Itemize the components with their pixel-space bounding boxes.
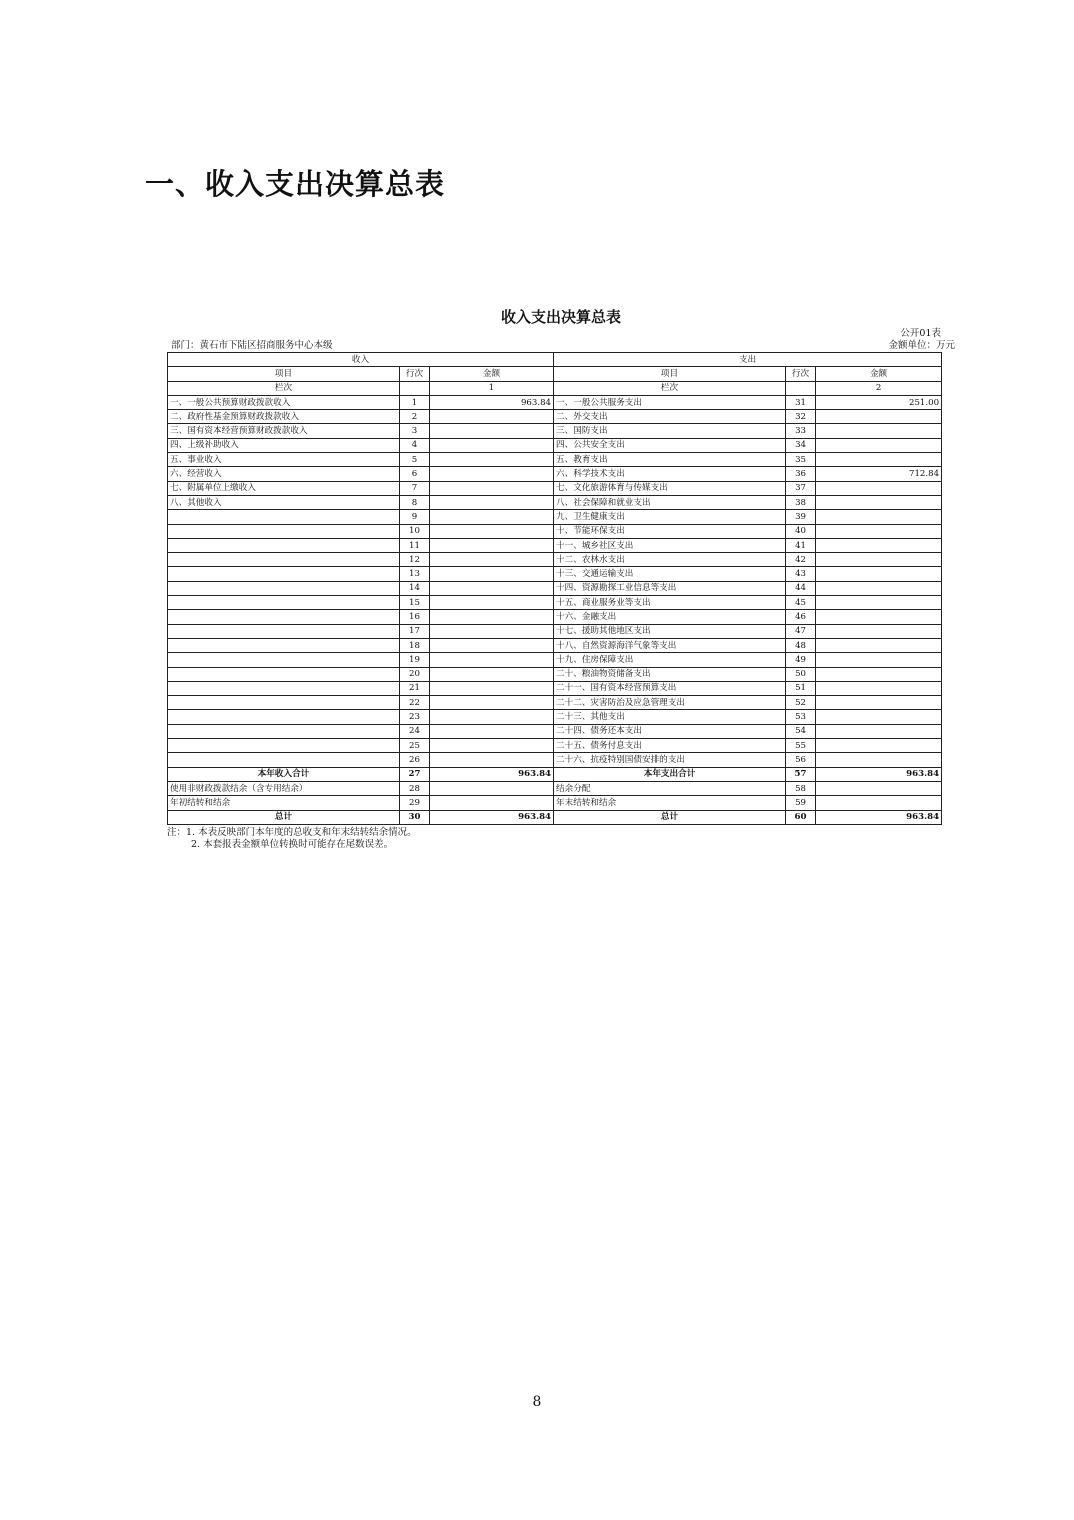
table-row <box>168 810 942 824</box>
income-line-no: 7 <box>400 481 430 495</box>
expense-item: 本年支出合计 <box>554 767 786 781</box>
income-item: 使用非财政拨款结余（含专用结余） <box>168 781 400 795</box>
table-row <box>168 710 942 724</box>
income-item <box>168 667 400 681</box>
expense-line-no: 53 <box>786 710 816 724</box>
income-col-amount: 金额 <box>430 367 554 381</box>
expense-amount <box>816 610 942 624</box>
expense-amount <box>816 710 942 724</box>
income-item <box>168 567 400 581</box>
page-number: 8 <box>532 1394 542 1410</box>
expense-item: 十四、资源勘探工业信息等支出 <box>554 581 786 595</box>
table-row <box>168 739 942 753</box>
income-amount <box>430 467 554 481</box>
income-amount <box>430 481 554 495</box>
table-row <box>168 581 942 595</box>
table-row <box>168 510 942 524</box>
expense-item: 二十六、抗疫特别国债安排的支出 <box>554 753 786 767</box>
table-row <box>168 681 942 695</box>
income-line-no: 30 <box>400 810 430 824</box>
income-amount: 963.84 <box>430 810 554 824</box>
table-row <box>168 538 942 552</box>
expense-item: 十、节能环保支出 <box>554 524 786 538</box>
income-line-no: 4 <box>400 438 430 452</box>
expense-item: 十九、住房保障支出 <box>554 653 786 667</box>
expense-amount <box>816 638 942 652</box>
expense-amount <box>816 495 942 509</box>
income-line-no: 2 <box>400 410 430 424</box>
income-item <box>168 696 400 710</box>
expense-amount <box>816 796 942 810</box>
expense-item: 三、国防支出 <box>554 424 786 438</box>
income-line-no: 9 <box>400 510 430 524</box>
table-row <box>168 781 942 795</box>
expense-col-item: 项目 <box>554 367 786 381</box>
expense-line-no: 42 <box>786 553 816 567</box>
expense-amount <box>816 510 942 524</box>
income-item: 一、一般公共预算财政拨款收入 <box>168 395 400 409</box>
expense-item: 十七、援助其他地区支出 <box>554 624 786 638</box>
income-amount <box>430 796 554 810</box>
report <box>167 306 955 851</box>
section-heading: 一、收入支出决算总表 <box>145 167 446 201</box>
income-item <box>168 624 400 638</box>
income-line-no: 20 <box>400 667 430 681</box>
income-item <box>168 710 400 724</box>
expense-header: 支出 <box>554 353 942 367</box>
income-item <box>168 510 400 524</box>
expense-amount <box>816 624 942 638</box>
expense-col-amount: 金额 <box>816 367 942 381</box>
income-item: 本年收入合计 <box>168 767 400 781</box>
table-row <box>168 438 942 452</box>
table-row <box>168 395 942 409</box>
income-line-no: 10 <box>400 524 430 538</box>
expense-item: 结余分配 <box>554 781 786 795</box>
expense-amount: 712.84 <box>816 467 942 481</box>
expense-amount <box>816 481 942 495</box>
expense-amount <box>816 653 942 667</box>
income-amount <box>430 653 554 667</box>
table-row <box>168 753 942 767</box>
expense-line-no: 39 <box>786 510 816 524</box>
note-2: 2. 本套报表金额单位转换时可能存在尾数误差。 <box>191 838 394 850</box>
income-amount <box>430 610 554 624</box>
expense-line-no: 58 <box>786 781 816 795</box>
income-line-no: 5 <box>400 453 430 467</box>
expense-line-no: 50 <box>786 667 816 681</box>
income-item: 年初结转和结余 <box>168 796 400 810</box>
income-line-no: 21 <box>400 681 430 695</box>
income-col-item: 项目 <box>168 367 400 381</box>
table-row <box>168 481 942 495</box>
expense-item: 二十二、灾害防治及应急管理支出 <box>554 696 786 710</box>
unit-label: 金额单位：万元 <box>888 340 955 351</box>
expense-line-no: 46 <box>786 610 816 624</box>
income-item <box>168 753 400 767</box>
expense-line-no: 36 <box>786 467 816 481</box>
expense-item: 七、文化旅游体育与传媒支出 <box>554 481 786 495</box>
expense-item: 十二、农林水支出 <box>554 553 786 567</box>
expense-line-no: 51 <box>786 681 816 695</box>
income-col-line: 行次 <box>400 367 430 381</box>
income-item <box>168 739 400 753</box>
expense-item: 二十四、债务还本支出 <box>554 724 786 738</box>
expense-line-no: 32 <box>786 410 816 424</box>
expense-line-no: 37 <box>786 481 816 495</box>
income-item <box>168 581 400 595</box>
table-row <box>168 767 942 781</box>
income-line-no: 3 <box>400 424 430 438</box>
budget-table <box>167 352 942 825</box>
expense-item: 二十三、其他支出 <box>554 710 786 724</box>
income-amount <box>430 438 554 452</box>
income-line-no: 28 <box>400 781 430 795</box>
income-amount <box>430 553 554 567</box>
table-row <box>168 610 942 624</box>
expense-item: 十三、交通运输支出 <box>554 567 786 581</box>
expense-amount <box>816 696 942 710</box>
expense-amount <box>816 410 942 424</box>
table-row <box>168 724 942 738</box>
report-title: 收入支出决算总表 <box>500 308 621 326</box>
income-item: 五、事业收入 <box>168 453 400 467</box>
expense-col-no: 2 <box>816 381 942 395</box>
expense-item: 一、一般公共服务支出 <box>554 395 786 409</box>
expense-line-no: 34 <box>786 438 816 452</box>
expense-line-no: 43 <box>786 567 816 581</box>
income-item <box>168 638 400 652</box>
table-row <box>168 424 942 438</box>
expense-item: 二十五、债务付息支出 <box>554 739 786 753</box>
income-amount <box>430 453 554 467</box>
expense-amount: 251.00 <box>816 395 942 409</box>
table-row <box>168 567 942 581</box>
income-line-no: 23 <box>400 710 430 724</box>
income-line-no: 25 <box>400 739 430 753</box>
income-header: 收入 <box>168 353 554 367</box>
table-row <box>168 467 942 481</box>
income-amount <box>430 739 554 753</box>
expense-line-no: 47 <box>786 624 816 638</box>
income-amount <box>430 781 554 795</box>
expense-item: 六、科学技术支出 <box>554 467 786 481</box>
income-amount <box>430 524 554 538</box>
expense-amount <box>816 681 942 695</box>
expense-line-no: 35 <box>786 453 816 467</box>
expense-item: 八、社会保障和就业支出 <box>554 495 786 509</box>
notes <box>167 827 955 851</box>
expense-line-no: 52 <box>786 696 816 710</box>
expense-item: 总计 <box>554 810 786 824</box>
expense-amount <box>816 567 942 581</box>
expense-line-no: 55 <box>786 739 816 753</box>
expense-item: 四、公共安全支出 <box>554 438 786 452</box>
income-amount <box>430 667 554 681</box>
income-amount <box>430 538 554 552</box>
expense-item: 二十一、国有资本经营预算支出 <box>554 681 786 695</box>
expense-line-no: 38 <box>786 495 816 509</box>
table-row <box>168 596 942 610</box>
expense-amount <box>816 753 942 767</box>
income-line-no: 8 <box>400 495 430 509</box>
table-row <box>168 453 942 467</box>
income-item <box>168 538 400 552</box>
expense-item: 年末结转和结余 <box>554 796 786 810</box>
income-item <box>168 553 400 567</box>
expense-line-no: 41 <box>786 538 816 552</box>
table-row <box>168 796 942 810</box>
income-lanci-line <box>400 381 430 395</box>
income-line-no: 19 <box>400 653 430 667</box>
income-item: 八、其他收入 <box>168 495 400 509</box>
income-item: 三、国有资本经营预算财政拨款收入 <box>168 424 400 438</box>
expense-item: 五、教育支出 <box>554 453 786 467</box>
expense-amount <box>816 524 942 538</box>
income-line-no: 1 <box>400 395 430 409</box>
income-line-no: 16 <box>400 610 430 624</box>
expense-item: 十六、金融支出 <box>554 610 786 624</box>
income-line-no: 22 <box>400 696 430 710</box>
income-item: 二、政府性基金预算财政拨款收入 <box>168 410 400 424</box>
expense-line-no: 31 <box>786 395 816 409</box>
income-line-no: 29 <box>400 796 430 810</box>
expense-line-no: 60 <box>786 810 816 824</box>
table-row <box>168 696 942 710</box>
expense-line-no: 48 <box>786 638 816 652</box>
income-line-no: 11 <box>400 538 430 552</box>
expense-line-no: 56 <box>786 753 816 767</box>
note-1: 注：1. 本表反映部门本年度的总收支和年末结转结余情况。 <box>167 826 417 838</box>
income-item: 四、上级补助收入 <box>168 438 400 452</box>
income-amount <box>430 696 554 710</box>
income-amount <box>430 710 554 724</box>
income-line-no: 17 <box>400 624 430 638</box>
table-row <box>168 524 942 538</box>
income-amount <box>430 567 554 581</box>
expense-amount <box>816 667 942 681</box>
expense-amount <box>816 739 942 753</box>
income-amount: 963.84 <box>430 767 554 781</box>
income-amount <box>430 410 554 424</box>
expense-item: 九、卫生健康支出 <box>554 510 786 524</box>
expense-item: 十一、城乡社区支出 <box>554 538 786 552</box>
expense-line-no: 54 <box>786 724 816 738</box>
income-amount <box>430 510 554 524</box>
expense-item: 二十、粮油物资储备支出 <box>554 667 786 681</box>
table-row <box>168 667 942 681</box>
header-row-columns <box>168 367 942 381</box>
header-row-group <box>168 353 942 367</box>
income-line-no: 18 <box>400 638 430 652</box>
expense-line-no: 44 <box>786 581 816 595</box>
income-amount <box>430 495 554 509</box>
table-row <box>168 624 942 638</box>
expense-amount <box>816 453 942 467</box>
expense-line-no: 45 <box>786 596 816 610</box>
income-item <box>168 681 400 695</box>
expense-amount <box>816 581 942 595</box>
income-amount <box>430 638 554 652</box>
income-item <box>168 724 400 738</box>
income-line-no: 6 <box>400 467 430 481</box>
expense-amount <box>816 596 942 610</box>
department-label: 部门：黄石市下陆区招商服务中心本级 <box>171 340 333 351</box>
header-row-lanci <box>168 381 942 395</box>
income-amount: 963.84 <box>430 395 554 409</box>
expense-item: 十八、自然资源海洋气象等支出 <box>554 638 786 652</box>
income-item <box>168 610 400 624</box>
income-amount <box>430 581 554 595</box>
income-item: 总计 <box>168 810 400 824</box>
table-row <box>168 638 942 652</box>
income-item: 七、附属单位上缴收入 <box>168 481 400 495</box>
table-row <box>168 495 942 509</box>
expense-line-no: 57 <box>786 767 816 781</box>
income-amount <box>430 681 554 695</box>
expense-amount <box>816 781 942 795</box>
income-amount <box>430 596 554 610</box>
expense-line-no: 59 <box>786 796 816 810</box>
income-line-no: 13 <box>400 567 430 581</box>
income-line-no: 26 <box>400 753 430 767</box>
income-item <box>168 653 400 667</box>
form-code: 公开01表 <box>900 328 941 339</box>
expense-amount: 963.84 <box>816 767 942 781</box>
expense-amount: 963.84 <box>816 810 942 824</box>
expense-line-no: 33 <box>786 424 816 438</box>
table-row <box>168 553 942 567</box>
income-amount <box>430 424 554 438</box>
income-line-no: 27 <box>400 767 430 781</box>
table-row <box>168 653 942 667</box>
table-row <box>168 410 942 424</box>
income-line-no: 14 <box>400 581 430 595</box>
expense-amount <box>816 424 942 438</box>
income-lanci: 栏次 <box>168 381 400 395</box>
expense-amount <box>816 724 942 738</box>
expense-item: 十五、商业服务业等支出 <box>554 596 786 610</box>
income-line-no: 12 <box>400 553 430 567</box>
expense-amount <box>816 438 942 452</box>
expense-amount <box>816 553 942 567</box>
income-item <box>168 596 400 610</box>
expense-amount <box>816 538 942 552</box>
income-line-no: 15 <box>400 596 430 610</box>
income-amount <box>430 753 554 767</box>
expense-line-no: 40 <box>786 524 816 538</box>
income-item: 六、经营收入 <box>168 467 400 481</box>
expense-lanci-line <box>786 381 816 395</box>
report-meta <box>167 328 955 352</box>
expense-item: 二、外交支出 <box>554 410 786 424</box>
income-amount <box>430 724 554 738</box>
income-amount <box>430 624 554 638</box>
income-col-no: 1 <box>430 381 554 395</box>
expense-line-no: 49 <box>786 653 816 667</box>
expense-col-line: 行次 <box>786 367 816 381</box>
expense-lanci: 栏次 <box>554 381 786 395</box>
income-line-no: 24 <box>400 724 430 738</box>
income-item <box>168 524 400 538</box>
